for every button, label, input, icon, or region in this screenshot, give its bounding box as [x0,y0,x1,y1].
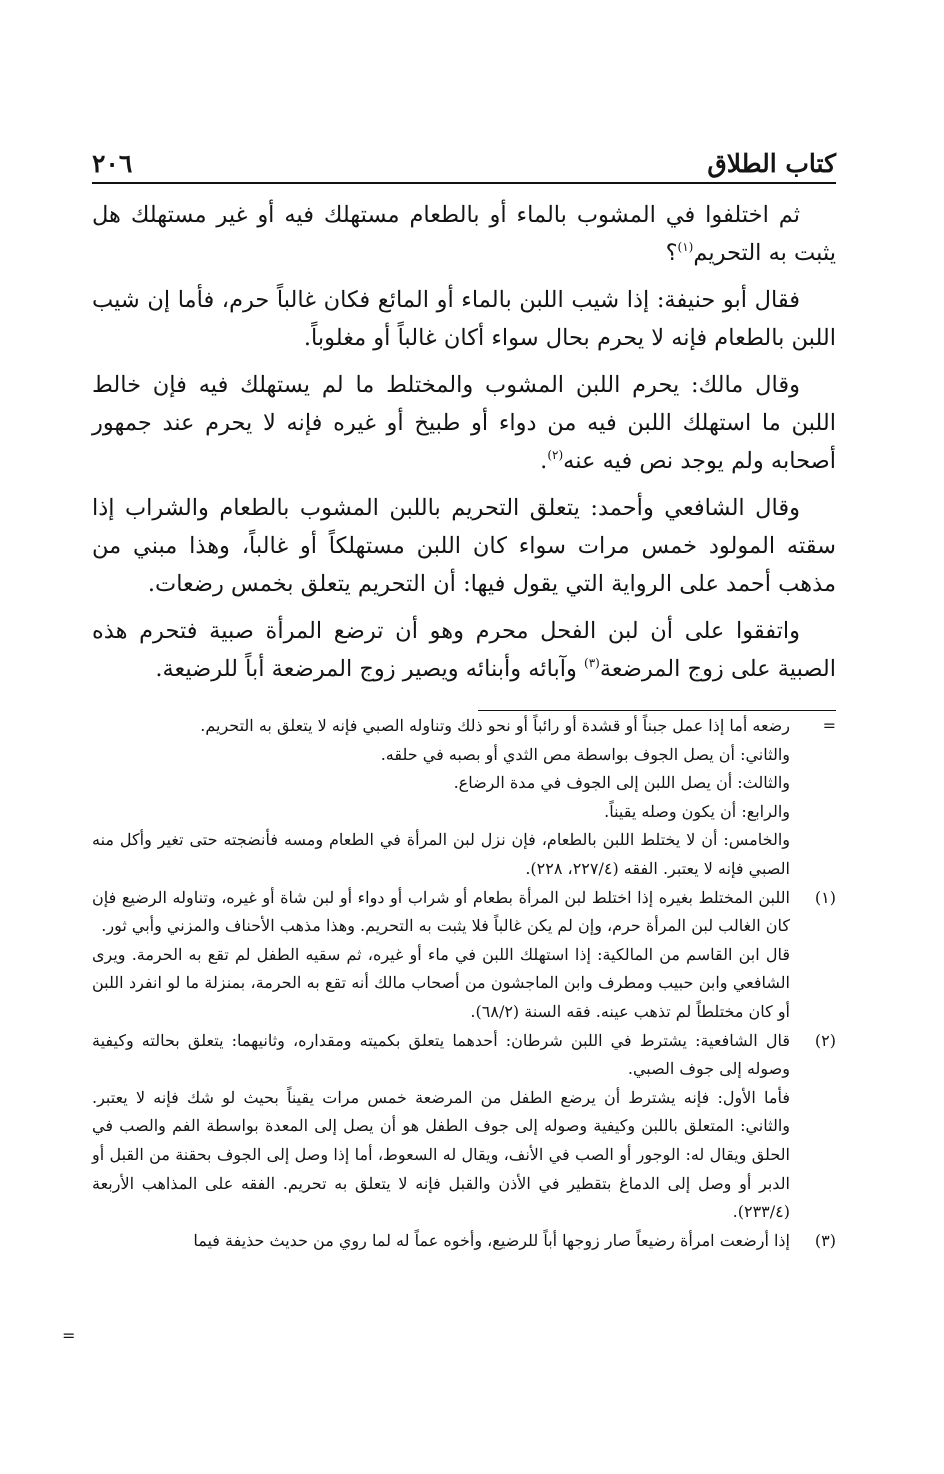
paragraph: وقال مالك: يحرم اللبن المشوب والمختلط ما لم يستهلك فيه فإن خالط اللبن ما استهلك اللبن فيه من دواء أو طبيخ أو غيره فإنه لا يحرم عند جمهور أصحابه ولم يوجد نص فيه عنه$^{(٢)}$. [92,372,836,474]
paragraph: ثم اختلفوا في المشوب بالماء أو بالطعام مستهلك فيه أو غير مستهلك هل يثبت به التحريم$^{(١)}$؟ [92,202,836,266]
footnote-marker: = [822,716,836,735]
footnote [92,884,836,1027]
header-rule [92,182,836,184]
footnote-marker: (٢) [814,1030,836,1050]
footnotes [92,712,836,1255]
continuation-mark: = [62,1326,76,1345]
footnote-separator [478,710,836,711]
footnote-ref: (٢) [547,448,564,462]
footnote-ref: (١) [677,240,694,254]
paragraph: واتفقوا على أن لبن الفحل محرم وهو أن ترضع المرأة صبية فتحرم هذه الصبية على زوج المرضعة$^{(٣)}$ وآبائه وأبنائه ويصير زوج المرضعة أباً للرضيعة. [92,618,836,682]
footnote-line: والثاني: أن يصل الجوف بواسطة مص الثدي أو بصبه في حلقه. [380,744,790,764]
footnote-line: فأما الأول: فإنه يشترط أن يرضع الطفل من المرضعة خمس مرات يقيناً بحيث لو شك فإنه لا يعتبر. والثاني: المتعلق باللبن وكيفية وصوله إلى جوف الطفل هو أن يصل إلى المعدة بواسطة الفم والصب في الحلق ويقال له: الوجور أو الصب في الأنف، ويقال له السعوط، أما إذا وصل إلى الجوف بحقنة من القبل أو الدبر أو وصل إلى الدماغ بتقطير في الأذن والقبل فإنه لا يتعلق به تحريم. الفقه على المذاهب الأربعة (٢٣٣/٤). [92,1087,791,1222]
footnote-line: والخامس: أن لا يختلط اللبن بالطعام، فإن نزل لبن المرأة في الطعام ومسه فأنضجته حتى تغير وأكل منه الصبي فإنه لا يعتبر. الفقه (٢٢٧/٤، ٢٢٨). [92,830,790,878]
chapter-title: كتاب الطلاق [707,149,836,178]
footnote-line: إذا أرضعت امرأة رضيعاً صار زوجها أباً للرضيع، وأخوه عماً له لما روي من حديث حذيفة فيما [193,1230,790,1250]
book-page [92,0,836,1474]
footnote [92,712,836,884]
page-number: ٢٠٦ [92,149,133,178]
footnote-line: والثالث: أن يصل اللبن إلى الجوف في مدة الرضاع. [453,773,790,793]
footnote [92,1027,836,1227]
page-header [92,136,836,184]
footnote-line: قال ابن القاسم من المالكية: إذا استهلك اللبن في ماء أو غيره، ثم سقيه الطفل لم تقع به الحرمة. ويرى الشافعي وابن حبيب ومطرف وابن الماجشون من أصحاب مالك أنه تقع به الحرمة، بمنزلة ما لو انفرد اللبن أو كان مختلطاً لم تذهب عينه. فقه السنة (٦٨/٢). [92,944,790,1021]
paragraph: وقال الشافعي وأحمد: يتعلق التحريم باللبن المشوب بالطعام والشراب إذا سقته المولود خمس مرات سواء كان اللبن مستهلكاً أو غالباً، وهذا مبني من مذهب أحمد على الرواية التي يقول فيها: أن التحريم يتعلق بخمس رضعات. [92,495,836,597]
paragraph: فقال أبو حنيفة: إذا شيب اللبن بالماء أو المائع فكان غالباً حرم، فأما إن شيب اللبن بالطعام فإنه لا يحرم بحال سواء أكان غالباً أو مغلوباً. [92,287,836,351]
footnote-marker: (١) [814,887,836,907]
footnote-line: قال الشافعية: يشترط في اللبن شرطان: أحدهما يتعلق بكميته ومقداره، وثانيهما: يتعلق بحالته وكيفية وصوله إلى جوف الصبي. [92,1030,790,1079]
footnote-line: اللبن المختلط بغيره إذا اختلط لبن المرأة بطعام أو شراب أو دواء أو لبن شاة أو غيره، وتناوله الرضيع فإن كان الغالب لبن المرأة حرم، وإن لم يكن غالباً فلا يثبت به التحريم. وهذا مذهب الأحناف والمزني وأبي ثور. [92,887,791,936]
main-text [92,196,836,697]
footnote-line: رضعه أما إذا عمل جبناً أو قشدة أو رائباً أو نحو ذلك وتناوله الصبي فإنه لا يتعلق به التحريم. [200,716,790,735]
footnote-marker: (٣) [814,1230,836,1250]
footnote-line: والرابع: أن يكون وصله يقيناً. [604,801,790,821]
footnote [92,1227,836,1256]
footnote-ref: (٣) [584,656,600,670]
